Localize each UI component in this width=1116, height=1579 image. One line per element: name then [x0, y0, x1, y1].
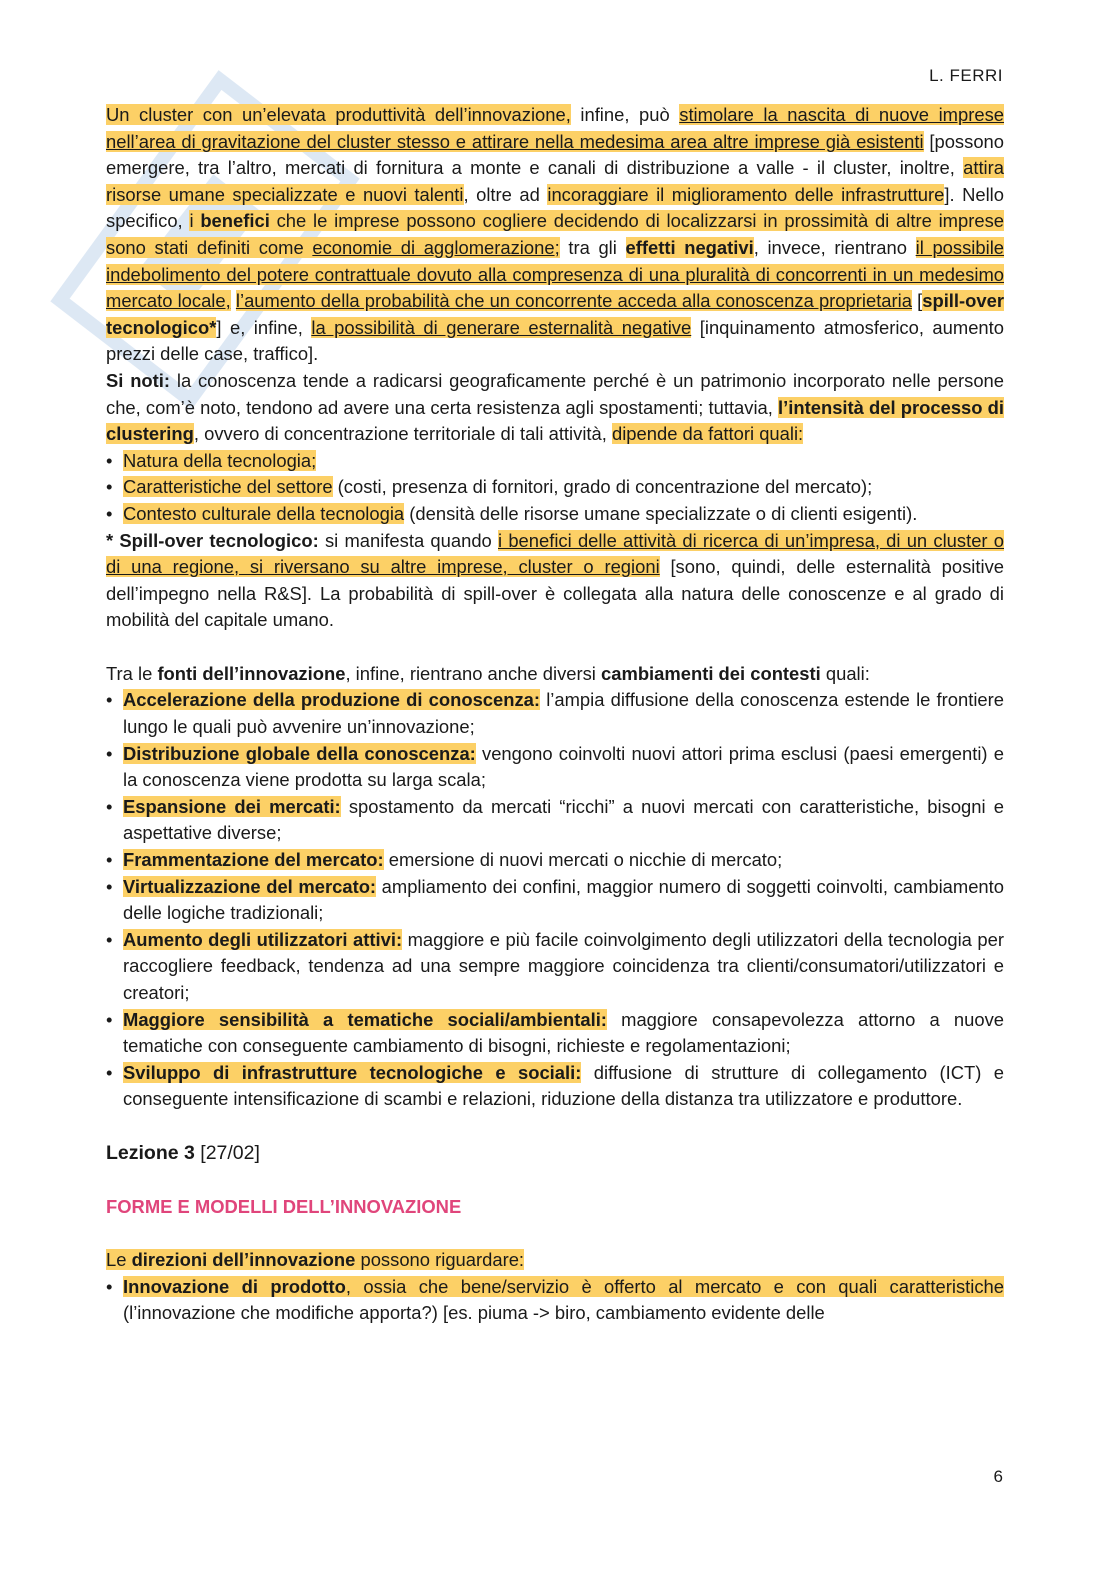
- list-item: • Accelerazione della produzione di conoscenza: l’ampia diffusione della conoscenza estende le frontiere lungo le quali può avvenire un’innovazione;: [106, 687, 1004, 740]
- section-title: FORME E MODELLI DELL’INNOVAZIONE: [106, 1195, 462, 1217]
- changes-list: [106, 687, 1004, 1113]
- list-item: • Maggiore sensibilità a tematiche sociali/ambientali: maggiore consapevolezza attorno a nuove tematiche con conseguente cambiamento di bisogni, richieste e regolamentazioni;: [106, 1007, 1004, 1060]
- highlight-bold: spill-over tecnologico*: [106, 290, 1004, 338]
- highlight-bold: effetti negativi: [625, 236, 754, 258]
- list-item: • Sviluppo di infrastrutture tecnologiche e sociali: diffusione di strutture di collegamento (ICT) e conseguente intensificazione di scambi e relazioni, riduzione della distanza tra utilizzatore e produttore.: [106, 1060, 1004, 1113]
- list-item: • Virtualizzazione del mercato: ampliamento dei confini, maggior numero di soggetti coinvolti, cambiamento delle logiche tradizionali;: [106, 874, 1004, 927]
- highlight-underlined: stimolare la nascita di nuove imprese nell’area di gravitazione del cluster stesso e attirare nella medesima area altre imprese già esistenti: [106, 104, 1004, 152]
- page-number: 6: [993, 1467, 1003, 1486]
- highlight-underlined: il possibile indebolimento del potere contrattuale dovuto alla compresenza di una pluralità di concorrenti in un medesimo mercato locale,: [106, 236, 1005, 312]
- factors-list: [106, 448, 1004, 528]
- paragraph-fonti: Tra le fonti dell’innovazione, infine, rientrano anche diversi cambiamenti dei contesti quali:: [106, 662, 870, 684]
- spacer: [106, 1167, 1004, 1194]
- list-item: • Caratteristiche del settore (costi, presenza di fornitori, grado di concentrazione del mercato);: [106, 474, 1004, 501]
- highlight: i benefici che le imprese possono cogliere decidendo di localizzarsi in prossimità di altre imprese sono stati definiti come economie di agglomerazione;: [106, 210, 1005, 258]
- highlight: attira risorse umane specializzate e nuovi talenti: [106, 157, 1004, 205]
- page-header-author: L. FERRI: [929, 66, 1003, 85]
- page-body: [106, 102, 1004, 1327]
- note-label: Si noti:: [106, 369, 171, 391]
- list-item: • Contesto culturale della tecnologia (densità delle risorse umane specializzate o di clienti esigenti).: [106, 501, 1004, 528]
- spacer: [106, 634, 1004, 661]
- footnote-label: * Spill-over tecnologico:: [106, 529, 319, 551]
- paragraph-cluster: Un cluster con un’elevata produttività dell’innovazione, infine, può stimolare la nascita di nuove imprese nell’area di gravitazione del cluster stesso e attirare nella medesima area altre imprese già esistenti [possono emergere, tra l’altro, mercati di fornitura a monte e canali di distribuzione a valle - il cluster, inoltre, attira risorse umane specializzate e nuovi talenti, oltre ad incoraggiare il miglioramento delle infrastrutture]. Nello specifico, i benefici che le imprese possono cogliere decidendo di localizzarsi in prossimità di altre imprese sono stati definiti come economie di agglomerazione; tra gli effetti negativi, invece, rientrano il possibile indebolimento del potere contrattuale dovuto alla compresenza di una pluralità di concorrenti in un medesimo mercato locale, l’aumento della probabilità che un concorrente acceda alla conoscenza proprietaria [spill-over tecnologico*] e, infine, la possibilità di generare esternalità negative [inquinamento atmosferico, aumento prezzi delle case, traffico].: [106, 104, 1005, 365]
- list-item: • Innovazione di prodotto, ossia che bene/servizio è offerto al mercato e con quali caratteristiche (l’innovazione che modifiche apporta?) [es. piuma -> biro, cambiamento evidente delle: [106, 1274, 1004, 1327]
- highlight-underlined: la possibilità di generare esternalità negative: [311, 316, 692, 338]
- highlight-bold: l’intensità del processo di clustering: [106, 396, 1004, 445]
- highlight: Innovazione di prodotto, ossia che bene/servizio è offerto al mercato e con quali caratteristiche: [123, 1275, 1004, 1297]
- list-item: • Distribuzione globale della conoscenza: vengono coinvolti nuovi attori prima esclusi (paesi emergenti) e la conoscenza viene prodotta su larga scala;: [106, 741, 1004, 794]
- highlight: incoraggiare il miglioramento delle infrastrutture: [547, 183, 945, 205]
- lesson-heading: Lezione 3 [27/02]: [106, 1141, 260, 1164]
- highlight: dipende da fattori quali:: [611, 423, 804, 445]
- paragraph-spill-over: * Spill-over tecnologico: si manifesta quando i benefici delle attività di ricerca di un’impresa, di un cluster o di una regione, si riversano su altre imprese, cluster o regioni [sono, quindi, delle esternalità positive dell’impegno nella R&S]. La probabilità di spill-over è collegata alla natura delle conoscenze e al grado di mobilità del capitale umano.: [106, 529, 1004, 631]
- list-item: • Frammentazione del mercato: emersione di nuovi mercati o nicchie di mercato;: [106, 847, 1004, 874]
- paragraph-si-noti: Si noti: la conoscenza tende a radicarsi geograficamente perché è un patrimonio incorporato nelle persone che, com’è noto, tendono ad avere una certa resistenza agli spostamenti; tuttavia, l’intensità del processo di clustering, ovvero di concentrazione territoriale di tali attività, dipende da fattori quali:: [106, 369, 1005, 445]
- highlight: Le direzioni dell’innovazione possono riguardare:: [106, 1249, 525, 1271]
- highlight-underlined: i benefici delle attività di ricerca di un’impresa, di un cluster o di una regione, si riversano su altre imprese, cluster o regioni: [106, 529, 1004, 578]
- spacer: [106, 1220, 1004, 1247]
- highlight-underlined: l’aumento della probabilità che un concorrente acceda alla conoscenza proprietaria: [235, 290, 912, 312]
- paragraph-direzioni: [106, 1247, 1004, 1274]
- list-item: • Natura della tecnologia;: [106, 448, 1004, 475]
- highlight: Un cluster con un’elevata produttività dell’innovazione,: [106, 104, 571, 125]
- list-item: • Espansione dei mercati: spostamento da mercati “ricchi” a nuovi mercati con caratteristiche, bisogni e aspettative diverse;: [106, 794, 1004, 847]
- spacer: [106, 1113, 1004, 1140]
- list-item: • Aumento degli utilizzatori attivi: maggiore e più facile coinvolgimento degli utilizzatori della tecnologia per raccogliere feedback, tendenza ad una sempre maggiore coincidenza tra clienti/consumatori/utilizzatori e creatori;: [106, 927, 1004, 1007]
- directions-list: [106, 1274, 1004, 1327]
